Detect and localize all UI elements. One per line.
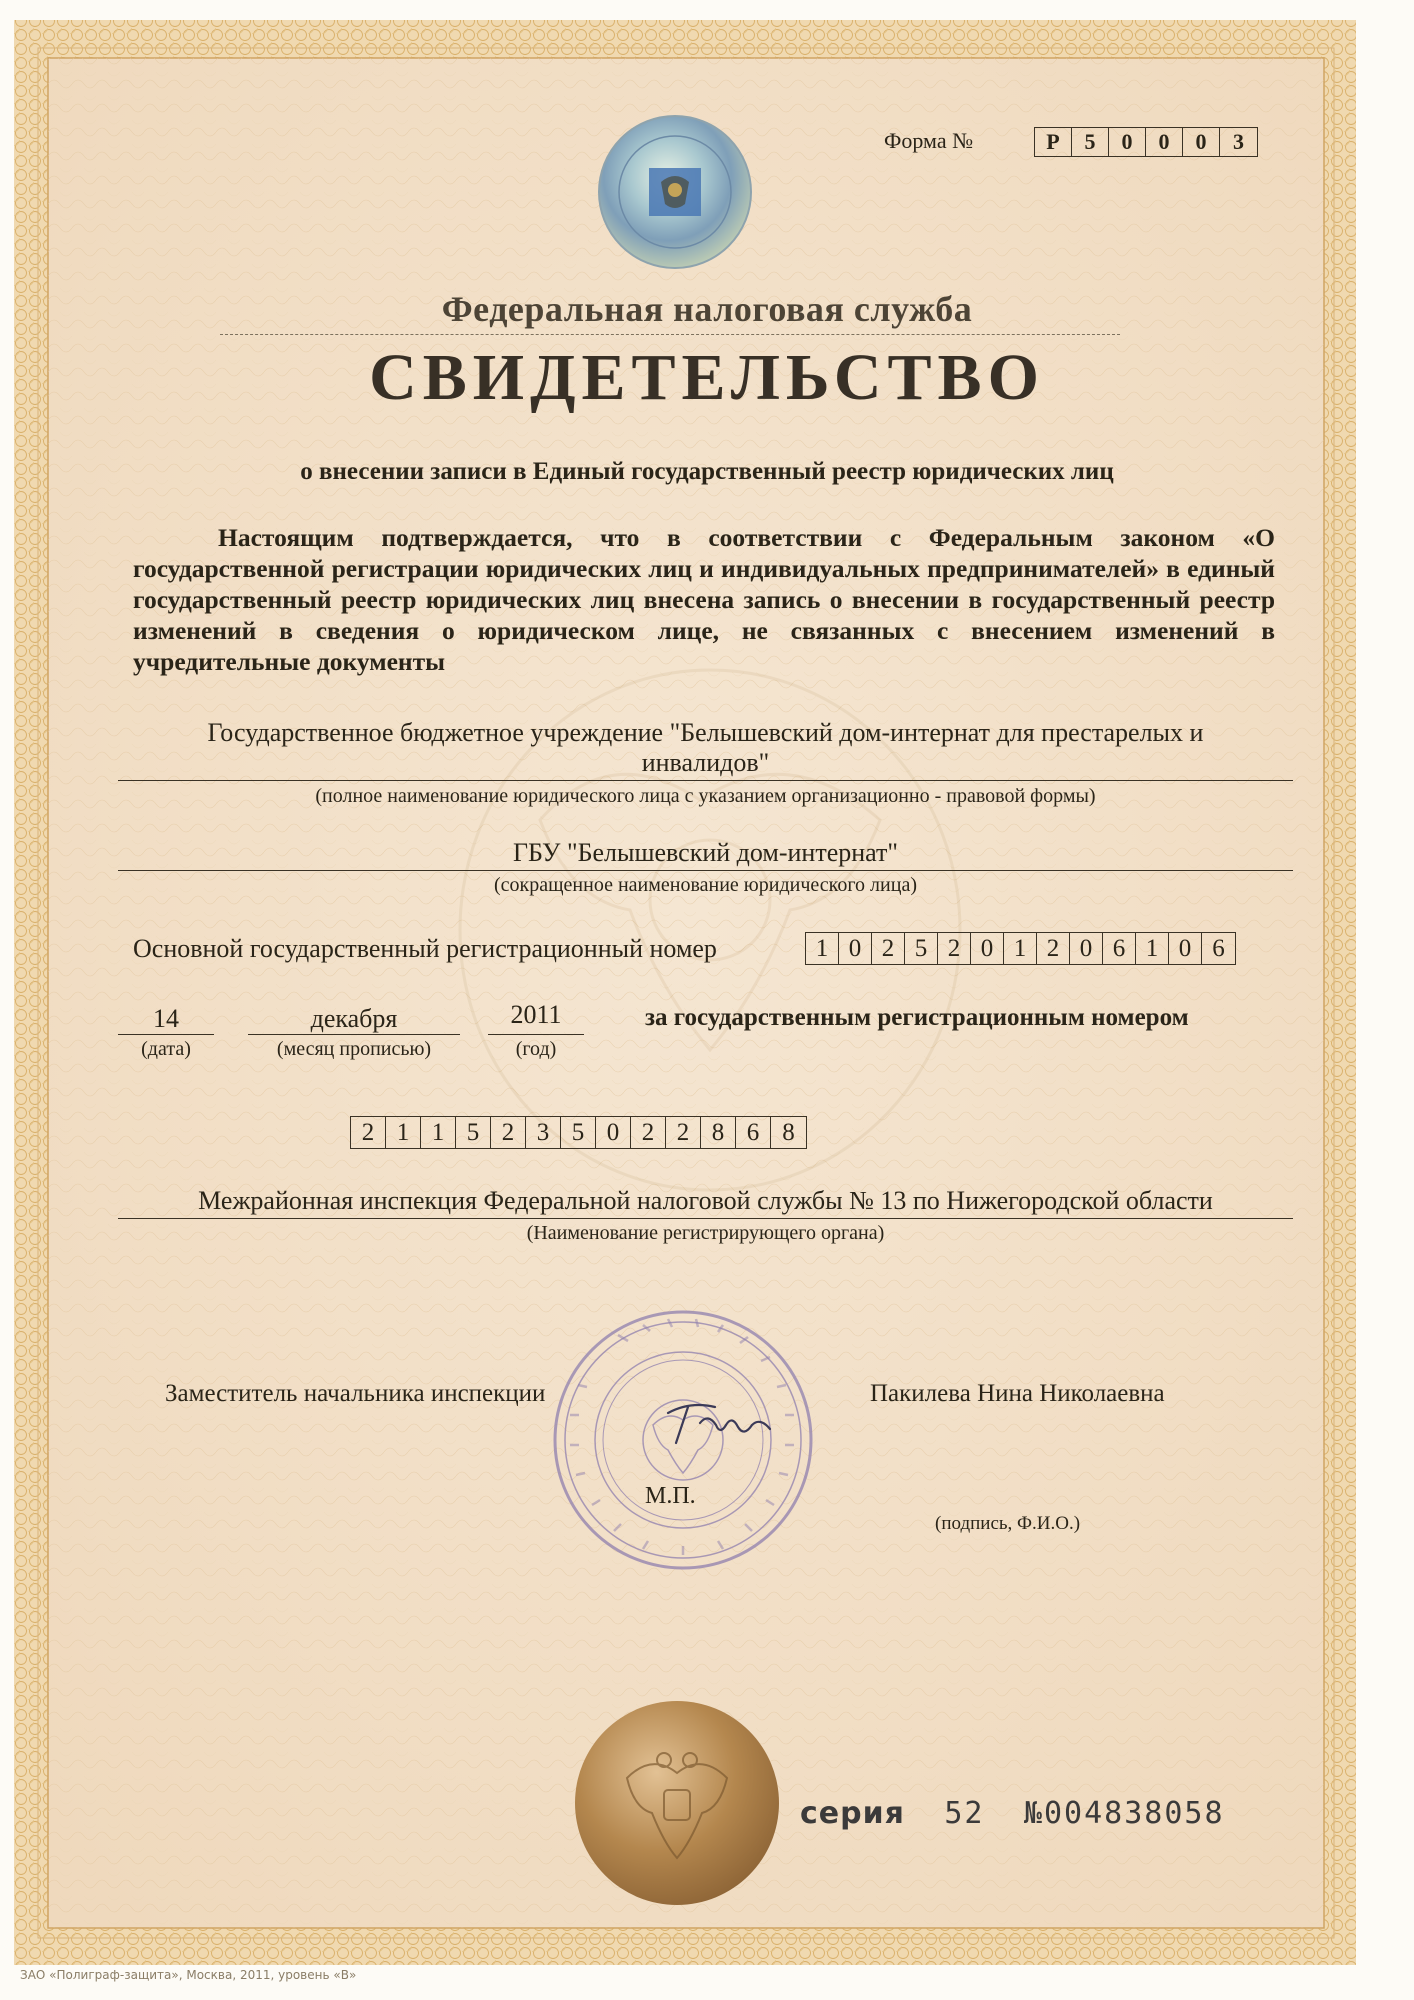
ogrn-number xyxy=(805,932,1236,965)
ogrn-digit: 1 xyxy=(1136,933,1169,964)
date-year-rule xyxy=(488,1034,584,1035)
grn-digit: 2 xyxy=(491,1117,526,1148)
full-name-caption: (полное наименование юридического лица с указанием организационно - правовой формы) xyxy=(315,785,1096,807)
grn-digit: 2 xyxy=(666,1117,701,1148)
grn-digit: 3 xyxy=(526,1117,561,1148)
grn-digit: 2 xyxy=(351,1117,386,1148)
signer-position: Заместитель начальника инспекции xyxy=(165,1380,546,1407)
ogrn-digit: 2 xyxy=(938,933,971,964)
document-subtitle: о внесении записи в Единый государственный реестр юридических лиц xyxy=(300,458,1114,485)
ogrn-digit: 6 xyxy=(1212,934,1225,962)
short-name-caption: (сокращенное наименование юридического лица) xyxy=(494,874,917,896)
ogrn-digit: 1 xyxy=(1004,933,1037,964)
agency-title: Федеральная налоговая служба xyxy=(441,289,973,329)
series-code: 52 xyxy=(944,1796,985,1831)
date-day-rule xyxy=(118,1034,214,1035)
form-number-code xyxy=(1034,127,1258,157)
entity-full-name-line1: Государственное бюджетное учреждение "Белышевский дом-интернат для престарелых и xyxy=(207,718,1204,747)
series-number xyxy=(800,1796,1225,1831)
ogrn-digit: 1 xyxy=(806,933,839,964)
full-name-rule xyxy=(118,780,1293,781)
grn-digit: 5 xyxy=(561,1117,596,1148)
series-label: серия xyxy=(800,1796,905,1831)
authority-rule xyxy=(118,1218,1293,1219)
ogrn-digit: 0 xyxy=(839,933,872,964)
grn-digit: 0 xyxy=(596,1117,631,1148)
ogrn-digit: 0 xyxy=(1070,933,1103,964)
statement-text: Настоящим подтверждается, что в соответствии с Федеральным законом «О государственной регистрации юридических лиц и индивидуальных предпринимателей» в единый государственный реестр юридических лиц внесена запись о внесении в государственный реестр изменений в сведения о юридическом лице, не связанных с внесением изменений в учредительные документы xyxy=(133,523,1275,676)
title-divider xyxy=(220,334,1120,335)
date-month-caption: (месяц прописью) xyxy=(276,1038,432,1060)
grn-digit: 1 xyxy=(421,1117,456,1148)
form-number-label: Форма № xyxy=(884,128,974,153)
ogrn-digit: 6 xyxy=(1103,933,1136,964)
date-day: 14 xyxy=(153,1004,179,1033)
form-code-cell: Р xyxy=(1035,128,1072,156)
short-name-rule xyxy=(118,870,1293,871)
grn-digit: 6 xyxy=(736,1117,771,1148)
ogrn-label: Основной государственный регистрационный номер xyxy=(133,934,717,963)
document-title: СВИДЕТЕЛЬСТВО xyxy=(369,341,1045,414)
date-month: декабря xyxy=(310,1004,398,1033)
gold-seal xyxy=(572,1698,782,1908)
form-code-cell: 0 xyxy=(1109,128,1146,156)
entity-short-name: ГБУ "Белышевский дом-интернат" xyxy=(513,838,898,867)
form-code-cell: 0 xyxy=(1146,128,1183,156)
ogrn-digit: 5 xyxy=(905,933,938,964)
ogrn-digit: 0 xyxy=(971,933,1004,964)
printer-imprint: ЗАО «Полиграф-защита», Москва, 2011, уровень «В» xyxy=(20,1968,357,1982)
ogrn-digit: 2 xyxy=(1037,933,1070,964)
signature-scribble xyxy=(660,1395,780,1455)
grn-digit: 2 xyxy=(631,1117,666,1148)
date-year-caption: (год) xyxy=(515,1038,557,1060)
date-year: 2011 xyxy=(510,1000,562,1029)
grn-digit: 5 xyxy=(456,1117,491,1148)
authority-caption: (Наименование регистрирующего органа) xyxy=(526,1222,885,1244)
grn-digit: 1 xyxy=(386,1117,421,1148)
date-day-caption: (дата) xyxy=(141,1038,191,1060)
grn-digit: 8 xyxy=(701,1117,736,1148)
date-month-rule xyxy=(248,1034,460,1035)
stamp-place-mark: М.П. xyxy=(645,1483,696,1509)
form-code-cell: 0 xyxy=(1183,128,1220,156)
blank-number: №004838058 xyxy=(1023,1796,1225,1831)
signer-name: Пакилева Нина Николаевна xyxy=(870,1380,1165,1407)
grn-intro-text: за государственным регистрационным номером xyxy=(645,1004,1189,1031)
grn-number xyxy=(350,1116,807,1149)
ogrn-digit: 2 xyxy=(872,933,905,964)
signature-caption: (подпись, Ф.И.О.) xyxy=(935,1513,1081,1534)
hologram-emblem xyxy=(595,112,755,272)
form-code-cell: 3 xyxy=(1233,129,1244,154)
authority-name: Межрайонная инспекция Федеральной налоговой службы № 13 по Нижегородской области xyxy=(198,1186,1213,1215)
form-code-cell: 5 xyxy=(1072,128,1109,156)
entity-full-name-line2: инвалидов" xyxy=(641,748,770,777)
ogrn-digit: 0 xyxy=(1169,933,1202,964)
grn-digit: 8 xyxy=(782,1118,795,1146)
